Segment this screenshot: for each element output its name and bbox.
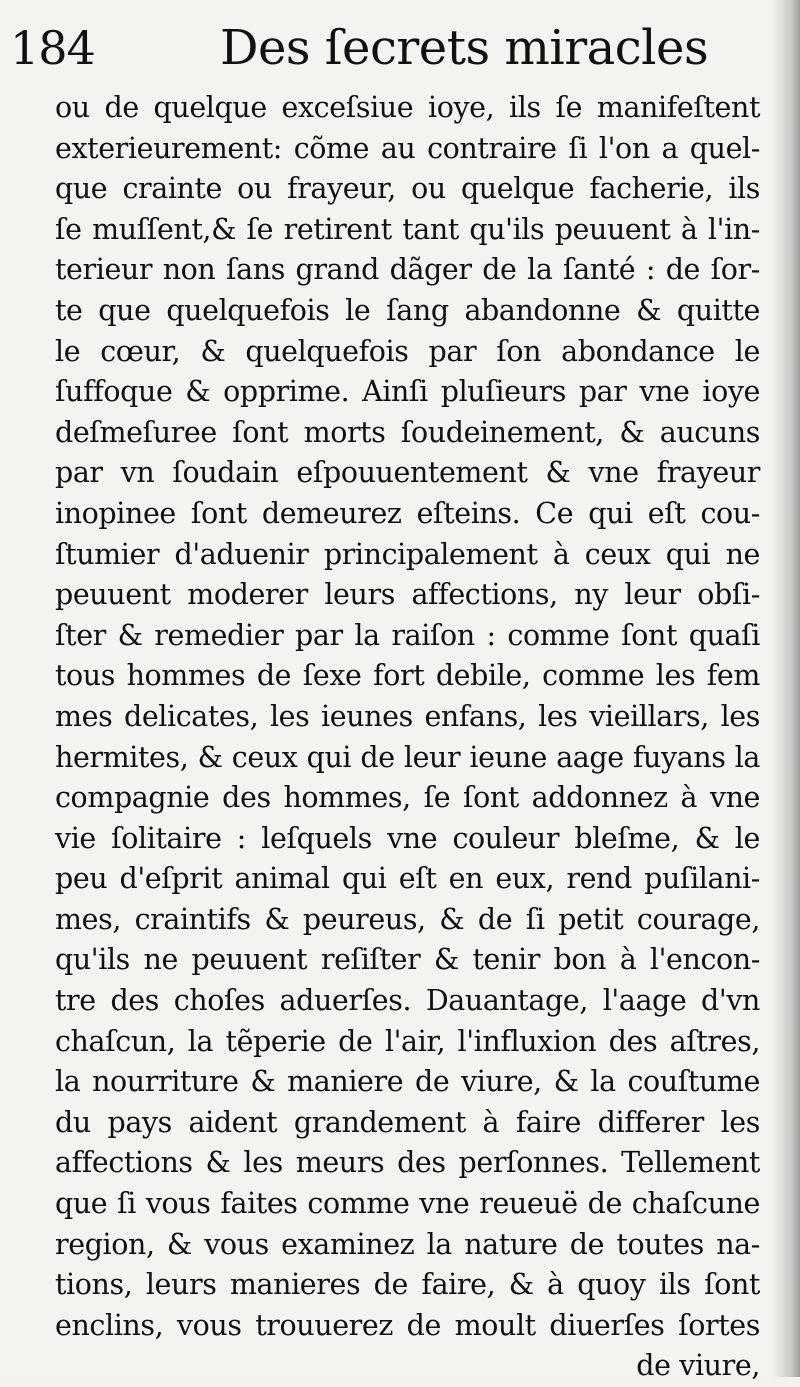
text-line: affections & les meurs des perſonnes. Tellement: [55, 1146, 760, 1180]
spine-shadow: [772, 0, 800, 1377]
text-line: mes, craintifs & peureus, & de ſi petit courage,: [55, 902, 760, 936]
text-line: tre des choſes aduerſes. Dauantage, l'aage d'vn: [55, 984, 760, 1018]
text-line: que crainte ou frayeur, ou quelque facherie, ils: [55, 172, 760, 206]
text-line: peuuent moderer leurs affections, ny leur obſi-: [55, 578, 760, 612]
text-line: te que quelquefois le ſang abandonne & quitte: [55, 293, 760, 327]
page-header: [10, 14, 770, 84]
page-number: 184: [10, 21, 95, 75]
text-line: ſuffoque & opprime. Ainſi pluſieurs par vne ioye: [55, 375, 760, 409]
text-line: que ſi vous faites comme vne reueuë de chaſcune: [55, 1187, 760, 1221]
text-line: enclins, vous trouuerez de moult diuerſes ſortes: [55, 1308, 760, 1342]
text-line: le cœur, & quelquefois par ſon abondance le: [55, 334, 760, 368]
text-line: qu'ils ne peuuent reſiſter & tenir bon à l'encon-: [55, 943, 760, 977]
running-title: Des ſecrets miracles: [220, 20, 709, 76]
text-line: tions, leurs manieres de faire, & à quoy ils ſont: [55, 1268, 760, 1302]
text-line: tous hommes de ſexe fort debile, comme les fem: [55, 659, 760, 693]
catchword: de viure,: [636, 1349, 760, 1383]
text-line: deſmeſuree ſont morts ſoudeinement, & aucuns: [55, 415, 760, 449]
text-line: inopinee ſont demeurez eſteins. Ce qui eſt cou-: [55, 496, 760, 530]
text-line: du pays aident grandement à faire differer les: [55, 1105, 760, 1139]
text-line: ſe muſſent,& ſe retirent tant qu'ils peuuent à l'in-: [55, 212, 760, 246]
text-line: la nourriture & maniere de viure, & la couſtume: [55, 1065, 760, 1099]
text-line: compagnie des hommes, ſe ſont addonnez à vne: [55, 781, 760, 815]
text-line: mes delicates, les ieunes enfans, les vieillars, les: [55, 699, 760, 733]
text-line: hermites, & ceux qui de leur ieune aage fuyans la: [55, 740, 760, 774]
text-line: chaſcun, la tẽperie de l'air, l'influxion des aſtres,: [55, 1024, 760, 1058]
text-line: par vn ſoudain eſpouuentement & vne frayeur: [55, 456, 760, 490]
text-line: peu d'eſprit animal qui eſt en eux, rend puſilani-: [55, 862, 760, 896]
text-line: ſter & remedier par la raiſon : comme ſont quaſi: [55, 618, 760, 652]
text-line: ou de quelque exceſsiue ioye, ils ſe manifeſtent: [55, 91, 760, 124]
text-line: terieur non ſans grand dãger de la ſanté : de ſor-: [55, 253, 760, 287]
text-line: exterieurement: cõme au contraire ſi l'on a quel-: [55, 131, 760, 165]
text-line: region, & vous examinez la nature de toutes na-: [55, 1227, 760, 1261]
text-line: ſtumier d'aduenir principalement à ceux qui ne: [55, 537, 760, 571]
body-text: [55, 88, 760, 1387]
text-line: vie ſolitaire : leſquels vne couleur bleſme, & le: [55, 821, 760, 855]
